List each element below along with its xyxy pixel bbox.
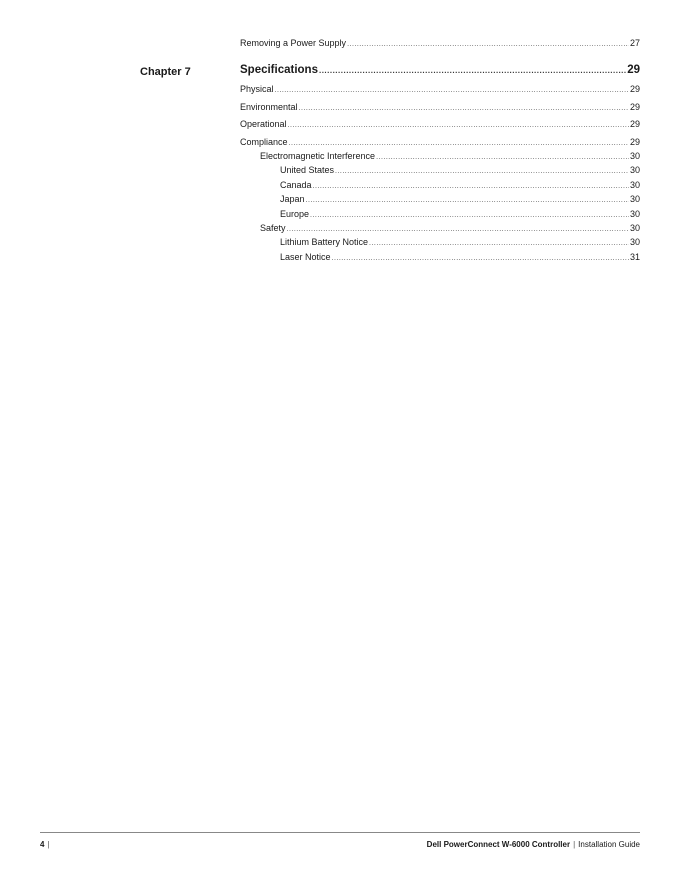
toc-entry[interactable] <box>240 118 640 132</box>
toc-entry-title: Electromagnetic Interference <box>260 151 376 162</box>
toc-subentry[interactable] <box>240 222 640 236</box>
toc-subentry[interactable] <box>240 179 640 193</box>
dot-leader <box>299 102 629 115</box>
toc-subentry[interactable] <box>240 193 640 207</box>
product-name: Dell PowerConnect W-6000 Controller <box>426 840 571 849</box>
toc-entry-title: Removing a Power Supply <box>240 38 347 48</box>
toc-entry[interactable] <box>240 101 640 115</box>
toc-entry-page: 30 <box>629 165 640 176</box>
toc-entry-title: Canada <box>280 179 312 190</box>
toc-entry-title: Physical <box>240 84 274 95</box>
toc-entry[interactable] <box>240 136 640 150</box>
dot-leader <box>288 119 629 132</box>
toc-subentry[interactable] <box>240 208 640 222</box>
toc-entry-page: 30 <box>629 179 640 190</box>
table-of-contents <box>240 37 640 265</box>
footer-divider <box>40 832 640 833</box>
dot-leader <box>310 209 629 222</box>
toc-entry-title: Lithium Battery Notice <box>280 237 369 248</box>
toc-entry-title: United States <box>280 165 335 176</box>
footer-separator: | <box>47 840 50 849</box>
toc-chapter-heading[interactable] <box>240 61 640 80</box>
toc-subentry[interactable] <box>240 236 640 250</box>
toc-subentry[interactable] <box>240 150 640 164</box>
toc-entry-page: 30 <box>629 208 640 219</box>
page-footer <box>40 840 640 849</box>
dot-leader <box>347 38 629 51</box>
toc-entry-page: 29 <box>629 136 640 147</box>
toc-entry-title: Laser Notice <box>280 251 331 262</box>
toc-entry[interactable] <box>240 83 640 97</box>
toc-entry-page: 31 <box>629 251 640 262</box>
dot-leader <box>287 223 629 236</box>
toc-entry[interactable] <box>240 37 640 51</box>
toc-entry-page: 29 <box>629 101 640 112</box>
footer-right <box>427 840 640 849</box>
dot-leader <box>335 165 629 178</box>
toc-entry-title: Japan <box>280 194 305 205</box>
dot-leader <box>319 62 626 80</box>
chapter-title: Specifications <box>240 64 318 77</box>
toc-entry-page: 30 <box>629 223 640 234</box>
dot-leader <box>306 194 629 207</box>
toc-subentry[interactable] <box>240 164 640 178</box>
toc-entry-title: Compliance <box>240 136 288 147</box>
dot-leader <box>332 252 629 265</box>
footer-separator: | <box>573 840 576 849</box>
toc-entry-page: 27 <box>629 38 640 48</box>
footer-left <box>40 840 53 849</box>
toc-entry-page: 30 <box>629 151 640 162</box>
toc-entry-title: Safety <box>260 223 286 234</box>
page-number: 4 <box>40 840 45 849</box>
toc-entry-title: Europe <box>280 208 310 219</box>
toc-entry-page: 29 <box>629 119 640 130</box>
document-type: Installation Guide <box>578 840 640 849</box>
toc-entry-page: 30 <box>629 194 640 205</box>
chapter-label: Chapter 7 <box>140 66 191 78</box>
dot-leader <box>289 137 629 150</box>
dot-leader <box>376 151 629 164</box>
dot-leader <box>275 84 629 97</box>
toc-subentry[interactable] <box>240 251 640 265</box>
toc-entry-page: 29 <box>629 84 640 95</box>
dot-leader <box>369 237 629 250</box>
toc-entry-title: Environmental <box>240 101 298 112</box>
toc-entry-page: 30 <box>629 237 640 248</box>
toc-entry-title: Operational <box>240 119 287 130</box>
dot-leader <box>313 180 629 193</box>
chapter-page: 29 <box>627 64 640 77</box>
